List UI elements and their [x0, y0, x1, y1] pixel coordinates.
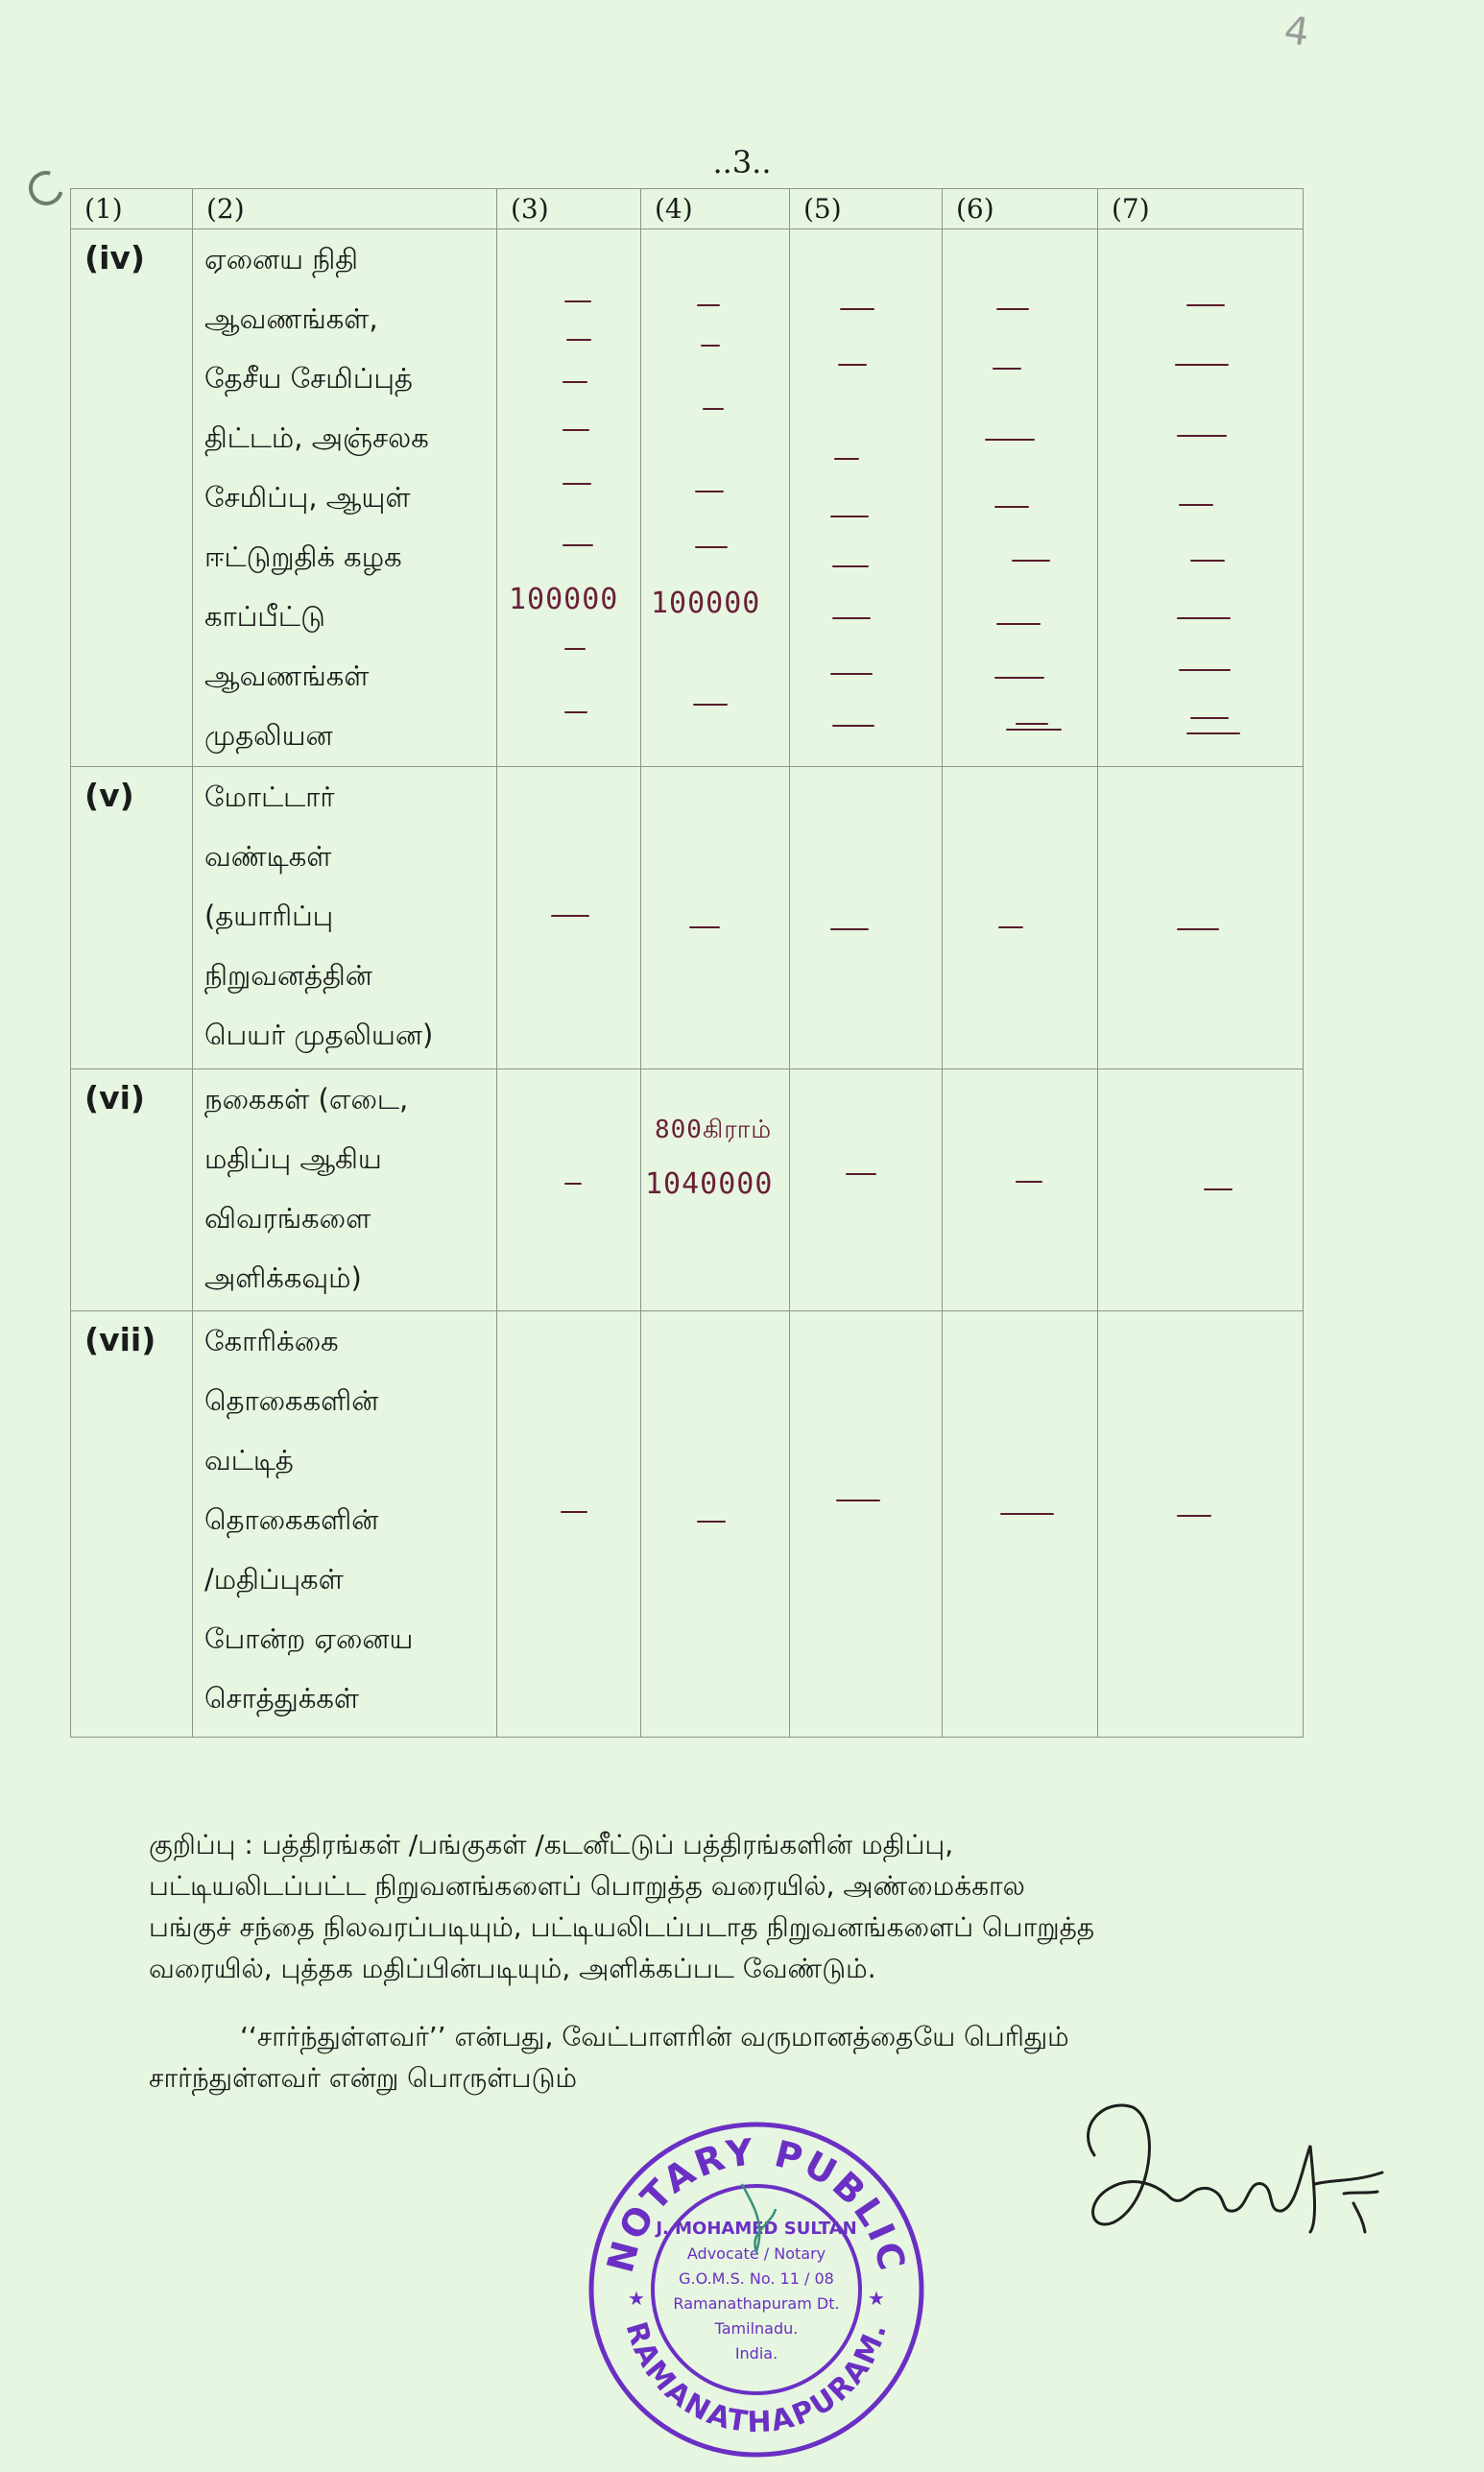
- nil-dash: [564, 1183, 582, 1185]
- column-6-cell: [943, 1069, 1098, 1311]
- nil-dash: [1177, 617, 1231, 619]
- nil-dash: [1012, 560, 1050, 562]
- description-line: விவரங்களை: [204, 1202, 371, 1235]
- nil-dash: [996, 623, 1041, 625]
- description-line: /மதிப்புகள்: [204, 1563, 344, 1596]
- description-line: சொத்துக்கள்: [204, 1682, 360, 1715]
- column-header: (7): [1098, 189, 1304, 229]
- signature: [1065, 2088, 1411, 2251]
- column-3-cell: [497, 767, 641, 1069]
- nil-dash: [562, 544, 593, 546]
- nil-dash: [1179, 504, 1213, 506]
- row-number: (vii): [71, 1311, 193, 1738]
- nil-dash: [830, 928, 869, 930]
- nil-dash: [1175, 364, 1229, 366]
- definition-line-text: ‘‘சார்ந்துள்ளவர்’’ என்பது, வேட்பாளரின் வருமானத்தையே பெரிதும்: [240, 2021, 1069, 2052]
- row-description: [193, 767, 497, 1069]
- description-line: போன்ற ஏனைய: [204, 1622, 414, 1655]
- seal-district: Ramanathapuram Dt.: [673, 2294, 840, 2313]
- nil-dash: [697, 1521, 726, 1523]
- nil-dash: [1177, 435, 1227, 437]
- description-line: வட்டித்: [204, 1444, 294, 1476]
- nil-dash: [1190, 560, 1225, 562]
- seal-star-right: ★: [868, 2287, 885, 2310]
- row-description: [193, 1311, 497, 1738]
- nil-dash: [836, 1500, 880, 1501]
- corner-page-mark: 4: [1281, 8, 1312, 56]
- notary-seal: [584, 2117, 929, 2462]
- column-4-cell: [641, 229, 790, 767]
- nil-dash: [985, 439, 1035, 441]
- description-line: முதலியன: [204, 719, 333, 752]
- column-6-cell: [943, 1311, 1098, 1738]
- nil-dash: [830, 516, 869, 517]
- description-line: ஆவணங்கள்: [204, 660, 370, 692]
- nil-dash: [551, 915, 589, 917]
- seal-state: Tamilnadu.: [714, 2319, 799, 2338]
- nil-dash: [562, 483, 591, 485]
- nil-dash: [1006, 729, 1062, 731]
- nil-dash: [840, 308, 874, 310]
- nil-dash: [564, 711, 587, 713]
- nil-dash: [562, 381, 587, 383]
- description-line: தேசீய சேமிப்புத்: [204, 362, 413, 395]
- handwritten-amount: 100000: [509, 583, 619, 616]
- note-line-text: வரையில், புத்தக மதிப்பின்படியும், அளிக்கப்பட வேண்டும்.: [149, 1953, 876, 1984]
- description-line: பெயர் முதலியன): [204, 1019, 434, 1051]
- row-description: [193, 1069, 497, 1311]
- description-line: ஆவணங்கள்,: [204, 302, 378, 335]
- handwritten-amount: 100000: [651, 587, 761, 620]
- nil-dash: [695, 491, 724, 492]
- signature-stroke: [1089, 2105, 1382, 2232]
- column-5-cell: [790, 1069, 943, 1311]
- nil-dash: [998, 926, 1023, 928]
- description-line: (தயாரிப்பு: [204, 900, 334, 932]
- nil-dash: [697, 304, 720, 306]
- seal-designation: Advocate / Notary: [686, 2244, 826, 2263]
- row-number: (v): [71, 767, 193, 1069]
- table-row: [71, 767, 1304, 1069]
- description-line: மோட்டார்: [204, 780, 335, 813]
- nil-dash: [693, 704, 728, 706]
- description-line: காப்பீட்டு: [204, 600, 325, 633]
- column-header: (3): [497, 189, 641, 229]
- column-4-cell: [641, 767, 790, 1069]
- description-line: நிறுவனத்தின்: [204, 959, 372, 992]
- column-4-cell: [641, 1069, 790, 1311]
- description-line: தொகைகளின்: [204, 1384, 379, 1417]
- nil-dash: [562, 429, 589, 431]
- note-line: [149, 1948, 1318, 1989]
- seal-top-path: NOTARY PUBLIC: [598, 2130, 915, 2277]
- note-line-text: பட்டியலிடப்பட்ட நிறுவனங்களைப் பொறுத்த வரையில், அண்மைக்கால: [149, 1870, 1025, 1902]
- nil-dash: [994, 506, 1029, 508]
- nil-dash: [846, 1173, 876, 1175]
- nil-dash: [832, 565, 869, 567]
- description-line: கோரிக்கை: [204, 1325, 339, 1357]
- table-row: [71, 1069, 1304, 1311]
- description-line: மதிப்பு ஆகிய: [204, 1142, 382, 1175]
- description-line: திட்டம், அஞ்சலக: [204, 421, 429, 454]
- nil-dash: [1016, 1181, 1042, 1183]
- handwritten-jewel-weight: 800கிராம்: [655, 1116, 773, 1144]
- dependent-definition: [149, 2016, 1318, 2099]
- nil-dash: [838, 364, 867, 366]
- nil-dash: [993, 368, 1021, 370]
- table-header-row: [71, 189, 1304, 229]
- nil-dash: [564, 648, 586, 650]
- column-6-cell: [943, 229, 1098, 767]
- nil-dash: [996, 308, 1029, 310]
- description-line: வண்டிகள்: [204, 840, 332, 873]
- column-7-cell: [1098, 767, 1304, 1069]
- column-header: (5): [790, 189, 943, 229]
- description-line: தொகைகளின்: [204, 1503, 379, 1536]
- nil-dash: [695, 546, 728, 548]
- nil-dash: [564, 300, 591, 302]
- seal-order: G.O.M.S. No. 11 / 08: [679, 2269, 834, 2288]
- nil-dash: [1186, 304, 1225, 306]
- note-line: [149, 1865, 1318, 1907]
- row-description: [193, 229, 497, 767]
- table-row: [71, 1311, 1304, 1738]
- note-line: [149, 1824, 1318, 1865]
- handwritten-jewel-value: 1040000: [645, 1167, 774, 1201]
- column-3-cell: [497, 229, 641, 767]
- column-5-cell: [790, 1311, 943, 1738]
- description-line: சேமிப்பு, ஆயுள்: [204, 481, 411, 514]
- note-line: [149, 1907, 1318, 1948]
- nil-dash: [1186, 732, 1240, 734]
- seal-name: J. MOHAMED SULTAN: [656, 2219, 857, 2239]
- seal-star-left: ★: [628, 2287, 645, 2310]
- column-4-cell: [641, 1311, 790, 1738]
- note-line-text: பங்குச் சந்தை நிலவரப்படியும், பட்டியலிடப்படாத நிறுவனங்களைப் பொறுத்த: [149, 1911, 1095, 1943]
- column-3-cell: [497, 1311, 641, 1738]
- seal-country: India.: [734, 2344, 778, 2363]
- column-5-cell: [790, 767, 943, 1069]
- nil-dash: [994, 677, 1044, 679]
- nil-dash: [1177, 1515, 1211, 1517]
- nil-dash: [701, 345, 720, 347]
- nil-dash: [689, 926, 720, 928]
- description-line: நகைகள் (எடை,: [204, 1083, 409, 1116]
- seal-initial-scribble: [742, 2184, 776, 2251]
- table-row: [71, 229, 1304, 767]
- nil-dash: [1177, 928, 1219, 930]
- nil-dash: [561, 1511, 587, 1513]
- nil-dash: [1204, 1188, 1233, 1190]
- column-header: (6): [943, 189, 1098, 229]
- nil-dash: [832, 617, 871, 619]
- nil-dash: [703, 408, 724, 410]
- column-5-cell: [790, 229, 943, 767]
- column-6-cell: [943, 767, 1098, 1069]
- row-number: (iv): [71, 229, 193, 767]
- page-number: ..3..: [712, 144, 772, 180]
- column-header: (1): [71, 189, 193, 229]
- nil-dash: [566, 339, 591, 341]
- column-3-cell: [497, 1069, 641, 1311]
- nil-dash: [830, 673, 873, 675]
- column-7-cell: [1098, 229, 1304, 767]
- assets-table: [70, 188, 1304, 1738]
- definition-line-text: சார்ந்துள்ளவர் என்று பொருள்படும்: [149, 2062, 578, 2094]
- note-line-text: குறிப்பு : பத்திரங்கள் /பங்குகள் /கடனீட்டுப் பத்திரங்களின் மதிப்பு,: [149, 1829, 954, 1860]
- nil-dash: [834, 458, 859, 460]
- seal-bottom-path: RAMANATHAPURAM.: [618, 2317, 895, 2440]
- column-7-cell: [1098, 1311, 1304, 1738]
- securities-valuation-note: [149, 1824, 1318, 1989]
- nil-dash: [1000, 1513, 1054, 1515]
- definition-line: [149, 2016, 1318, 2057]
- nil-dash: [832, 725, 874, 727]
- nil-dash: [1190, 717, 1229, 719]
- description-line: அளிக்கவும்): [204, 1261, 362, 1294]
- row-number: (vi): [71, 1069, 193, 1311]
- description-line: ஈட்டுறுதிக் கழக: [204, 540, 402, 573]
- column-7-cell: [1098, 1069, 1304, 1311]
- description-line: ஏனைய நிதி: [204, 243, 358, 276]
- nil-dash: [1016, 723, 1048, 725]
- nil-dash: [1179, 669, 1231, 671]
- column-header: (2): [193, 189, 497, 229]
- column-header: (4): [641, 189, 790, 229]
